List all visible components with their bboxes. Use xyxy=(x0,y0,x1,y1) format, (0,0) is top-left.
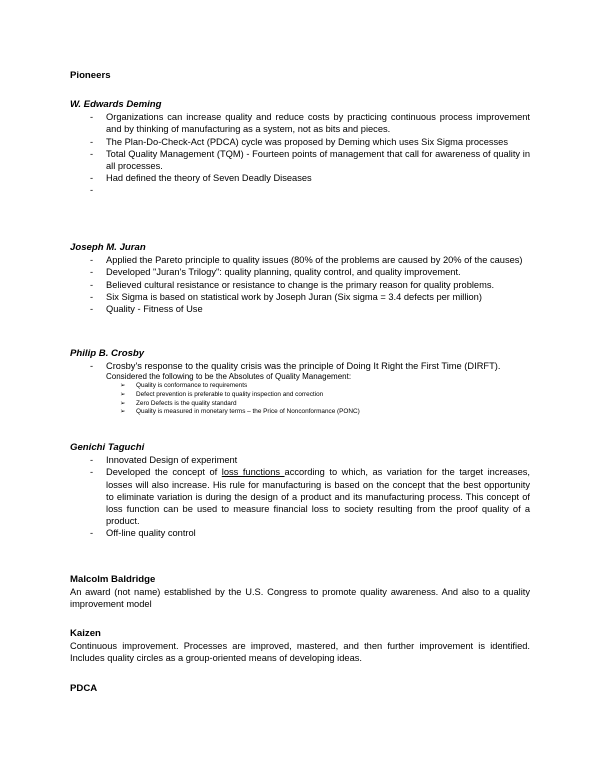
crosby-absolutes-list xyxy=(70,382,530,416)
list-item: - Organizations can increase quality and reduce costs by practicing continuous process improvement and by thinking of manufacturing as a system, not as bits and pieces. xyxy=(90,112,530,135)
kaizen-heading: Kaizen xyxy=(70,628,101,639)
list-item: ➢ Defect prevention is preferable to quality inspection and correction xyxy=(120,391,324,398)
list-item: - Had defined the theory of Seven Deadly Diseases xyxy=(90,173,312,184)
crosby-heading: Philip B. Crosby xyxy=(70,348,145,359)
kaizen-text: Continuous improvement. Processes are improved, mastered, and then further improvement is identified. Includes quality circles as a group-oriented means of developing ideas. xyxy=(70,641,530,664)
baldridge-text: An award (not name) established by the U.S. Congress to promote quality awareness. And also to a quality improvement model xyxy=(70,587,530,610)
section-crosby xyxy=(70,348,530,417)
section-kaizen xyxy=(70,628,530,665)
baldridge-heading: Malcolm Baldridge xyxy=(70,574,156,585)
page-title: Pioneers xyxy=(70,70,111,81)
arrow-bullet-icon: ➢ xyxy=(120,408,126,416)
list-item: - Developed "Juran's Trilogy": quality planning, quality control, and quality improvement. xyxy=(90,267,461,278)
deming-heading: W. Edwards Deming xyxy=(70,99,162,110)
list-item: - The Plan-Do-Check-Act (PDCA) cycle was proposed by Deming which uses Six Sigma processes xyxy=(90,136,508,147)
section-deming xyxy=(70,99,530,197)
loss-functions-underlined-term: loss functions xyxy=(221,467,285,478)
list-item: ➢ Quality is measured in monetary terms – the Price of Nonconformance (PONC) xyxy=(120,408,360,416)
list-item: - Crosby's response to the quality crisis was the principle of Doing It Right the First Time (DIRFT). xyxy=(90,361,501,372)
list-item: - Believed cultural resistance or resistance to change is the primary reason for quality problems. xyxy=(90,279,495,290)
juran-list xyxy=(70,254,530,315)
section-juran xyxy=(70,242,530,315)
list-item: - Six Sigma is based on statistical work by Joseph Juran (Six sigma = 3.4 defects per million) xyxy=(90,291,482,302)
crosby-absolutes-intro: Considered the following to be the Absolutes of Quality Management: xyxy=(106,372,352,382)
section-taguchi xyxy=(70,442,530,540)
list-item: - Developed the concept of loss functions according to which, as variation for the target increases, losses will also increase. His rule for manufacturing is based on the concept that the best opportunity to eliminate variation is during the design of a product and its manufacturing process. This concept of loss function can be used to measure financial loss to society resulting from the proof quality of a product. xyxy=(90,467,530,527)
juran-heading: Joseph M. Juran xyxy=(70,242,146,253)
list-item: ➢ Zero Defects is the quality standard xyxy=(120,399,237,407)
list-item: - Quality - Fitness of Use xyxy=(90,304,203,315)
pdca-heading: PDCA xyxy=(70,683,98,694)
list-item: - xyxy=(90,185,94,196)
taguchi-list xyxy=(70,454,530,539)
arrow-bullet-icon: ➢ xyxy=(120,399,126,407)
list-item: ➢ Quality is conformance to requirements xyxy=(120,382,248,390)
list-item: - Applied the Pareto principle to quality issues (80% of the problems are caused by 20% of the causes) xyxy=(90,255,523,266)
deming-list xyxy=(70,111,530,196)
list-item: - Off-line quality control xyxy=(90,528,196,539)
arrow-bullet-icon: ➢ xyxy=(120,391,126,398)
crosby-list xyxy=(70,360,530,372)
section-baldridge xyxy=(70,574,530,611)
list-item: - Innovated Design of experiment xyxy=(90,455,238,466)
taguchi-heading: Genichi Taguchi xyxy=(70,442,145,453)
list-item: - Total Quality Management (TQM) - Fourteen points of management that call for awareness of quality in all processes. xyxy=(90,148,530,172)
arrow-bullet-icon: ➢ xyxy=(120,382,126,390)
